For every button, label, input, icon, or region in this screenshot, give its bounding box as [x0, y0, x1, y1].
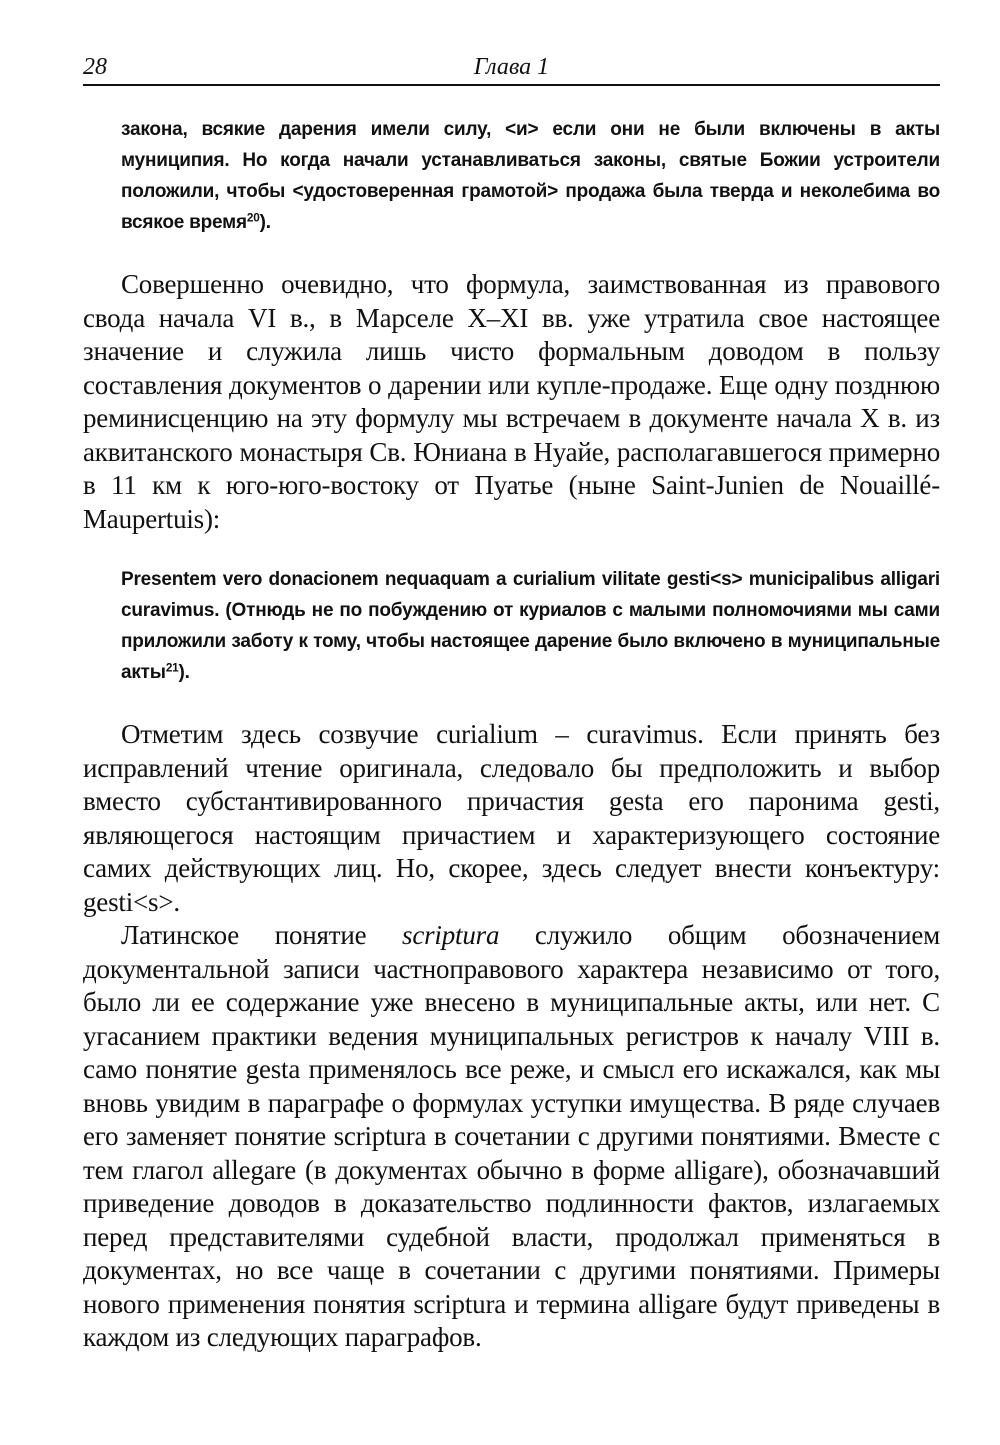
paragraph-3-text: служило общим обозначением документальной записи частноправового характера независимо от того, было ли ее содержание уже внесено в муниципальные акты, или нет. С угасанием практики ведения муниципальных регистров к началу VIII в. само понятие gesta применялось все реже, и смысл его искажался, как мы вновь увидим в параграфе о формулах уступки имущества. В ряде случаев его заменяет понятие scriptura в сочетании с другими понятиями. Вместе с тем глагол allegare (в документах обычно в форме alligare), обозначавший приведение доводов в доказательство подлинности фактов, излагаемых перед представителями судебной власти, продолжал применяться в документах, но все чаще в сочетании с другими понятиями. Примеры нового применения понятия scriptura и термина alligare будут приведены в каждом из следующих параграфов.	[83, 920, 940, 1352]
block-quote-2-text: Presentem vero donacionem nequaquam a curialium vilitate gesti<s> municipalibus alligari curavimus. (Отнюдь не по побуждению от куриалов с малыми полномочиями мы сами приложили заботу к тому, чтобы настоящее дарение было включено в муниципальные акты	[121, 569, 940, 683]
book-page	[83, 52, 940, 1355]
paragraph-3	[83, 919, 940, 1355]
block-quote-2	[83, 564, 940, 688]
block-quote-1-text: закона, всякие дарения имели силу, <и> если они не были включены в акты муниципия. Но когда начали устанавливаться законы, святые Божии устроители положили, чтобы <удостоверенная грамотой> продажа была тверда и неколебима во всякое время	[121, 119, 940, 233]
footnote-ref-20[interactable]: 20	[246, 211, 260, 225]
page-number: 28	[83, 54, 107, 80]
block-quote-2-tail: ).	[178, 662, 190, 683]
term-scriptura: scriptura	[402, 920, 500, 950]
block-quote-1-tail: ).	[259, 212, 271, 233]
paragraph-2: Отметим здесь созвучие curialium – curavimus. Если принять без исправлений чтение оригинала, следовало бы предположить и выбор вместо субстантивированного причастия gesta его паронима gesti, являющегося настоящим причастием и характеризующего состояние самих действующих лиц. Но, скорее, здесь следует внести конъектуру: gesti<s>.	[83, 719, 940, 917]
block-quote-1	[83, 114, 940, 238]
page-header	[83, 52, 940, 86]
running-title: Глава 1	[473, 54, 550, 80]
footnote-ref-21[interactable]: 21	[165, 661, 179, 675]
paragraph-1: Совершенно очевидно, что формула, заимствованная из правового свода начала VI в., в Марселе X–XI вв. уже утратила свое настоящее значение и служила лишь чисто формальным доводом в пользу составления документов о дарении или купле-продаже. Еще одну позднюю реминисценцию на эту формулу мы встречаем в документе начала X в. из аквитанского монастыря Св. Юниана в Нуайе, располагавшегося примерно в 11 км к юго-юго-востоку от Пуатье (ныне Saint-Junien de Nouaillé-Maupertuis):	[83, 269, 940, 534]
paragraph-3-lead: Латинское понятие	[121, 920, 403, 950]
